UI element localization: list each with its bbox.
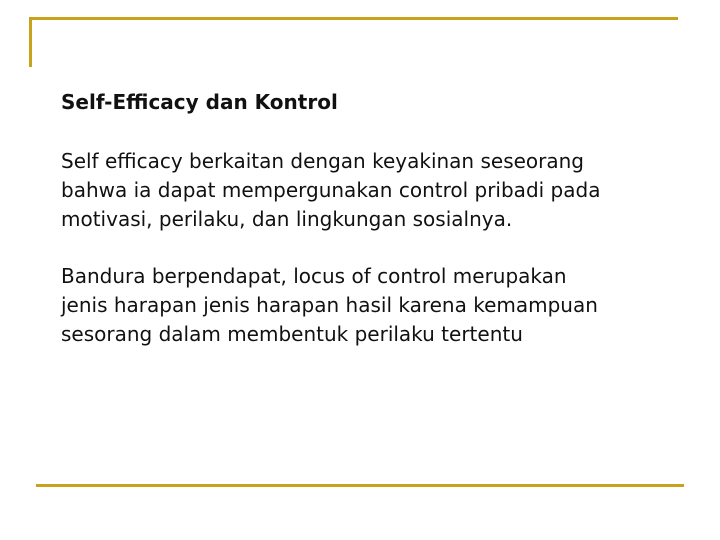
paragraph-line: sesorang dalam membentuk perilaku tertentu <box>61 322 523 346</box>
bottom-horizontal-rule <box>36 484 684 487</box>
paragraph-line: Self efficacy berkaitan dengan keyakinan seseorang <box>61 149 584 173</box>
paragraph-self-efficacy <box>61 147 600 234</box>
paragraph-line: bahwa ia dapat mempergunakan control pribadi pada <box>61 178 601 202</box>
paragraph-line: jenis harapan jenis harapan hasil karena kemampuan <box>61 293 598 317</box>
paragraph-line: motivasi, perilaku, dan lingkungan sosialnya. <box>61 207 513 231</box>
paragraph-bandura <box>61 262 598 349</box>
slide-title: Self-Efficacy dan Kontrol <box>61 90 338 114</box>
top-horizontal-rule <box>29 17 678 20</box>
paragraph-line: Bandura berpendapat, locus of control merupakan <box>61 264 567 288</box>
top-vertical-rule <box>29 17 32 67</box>
